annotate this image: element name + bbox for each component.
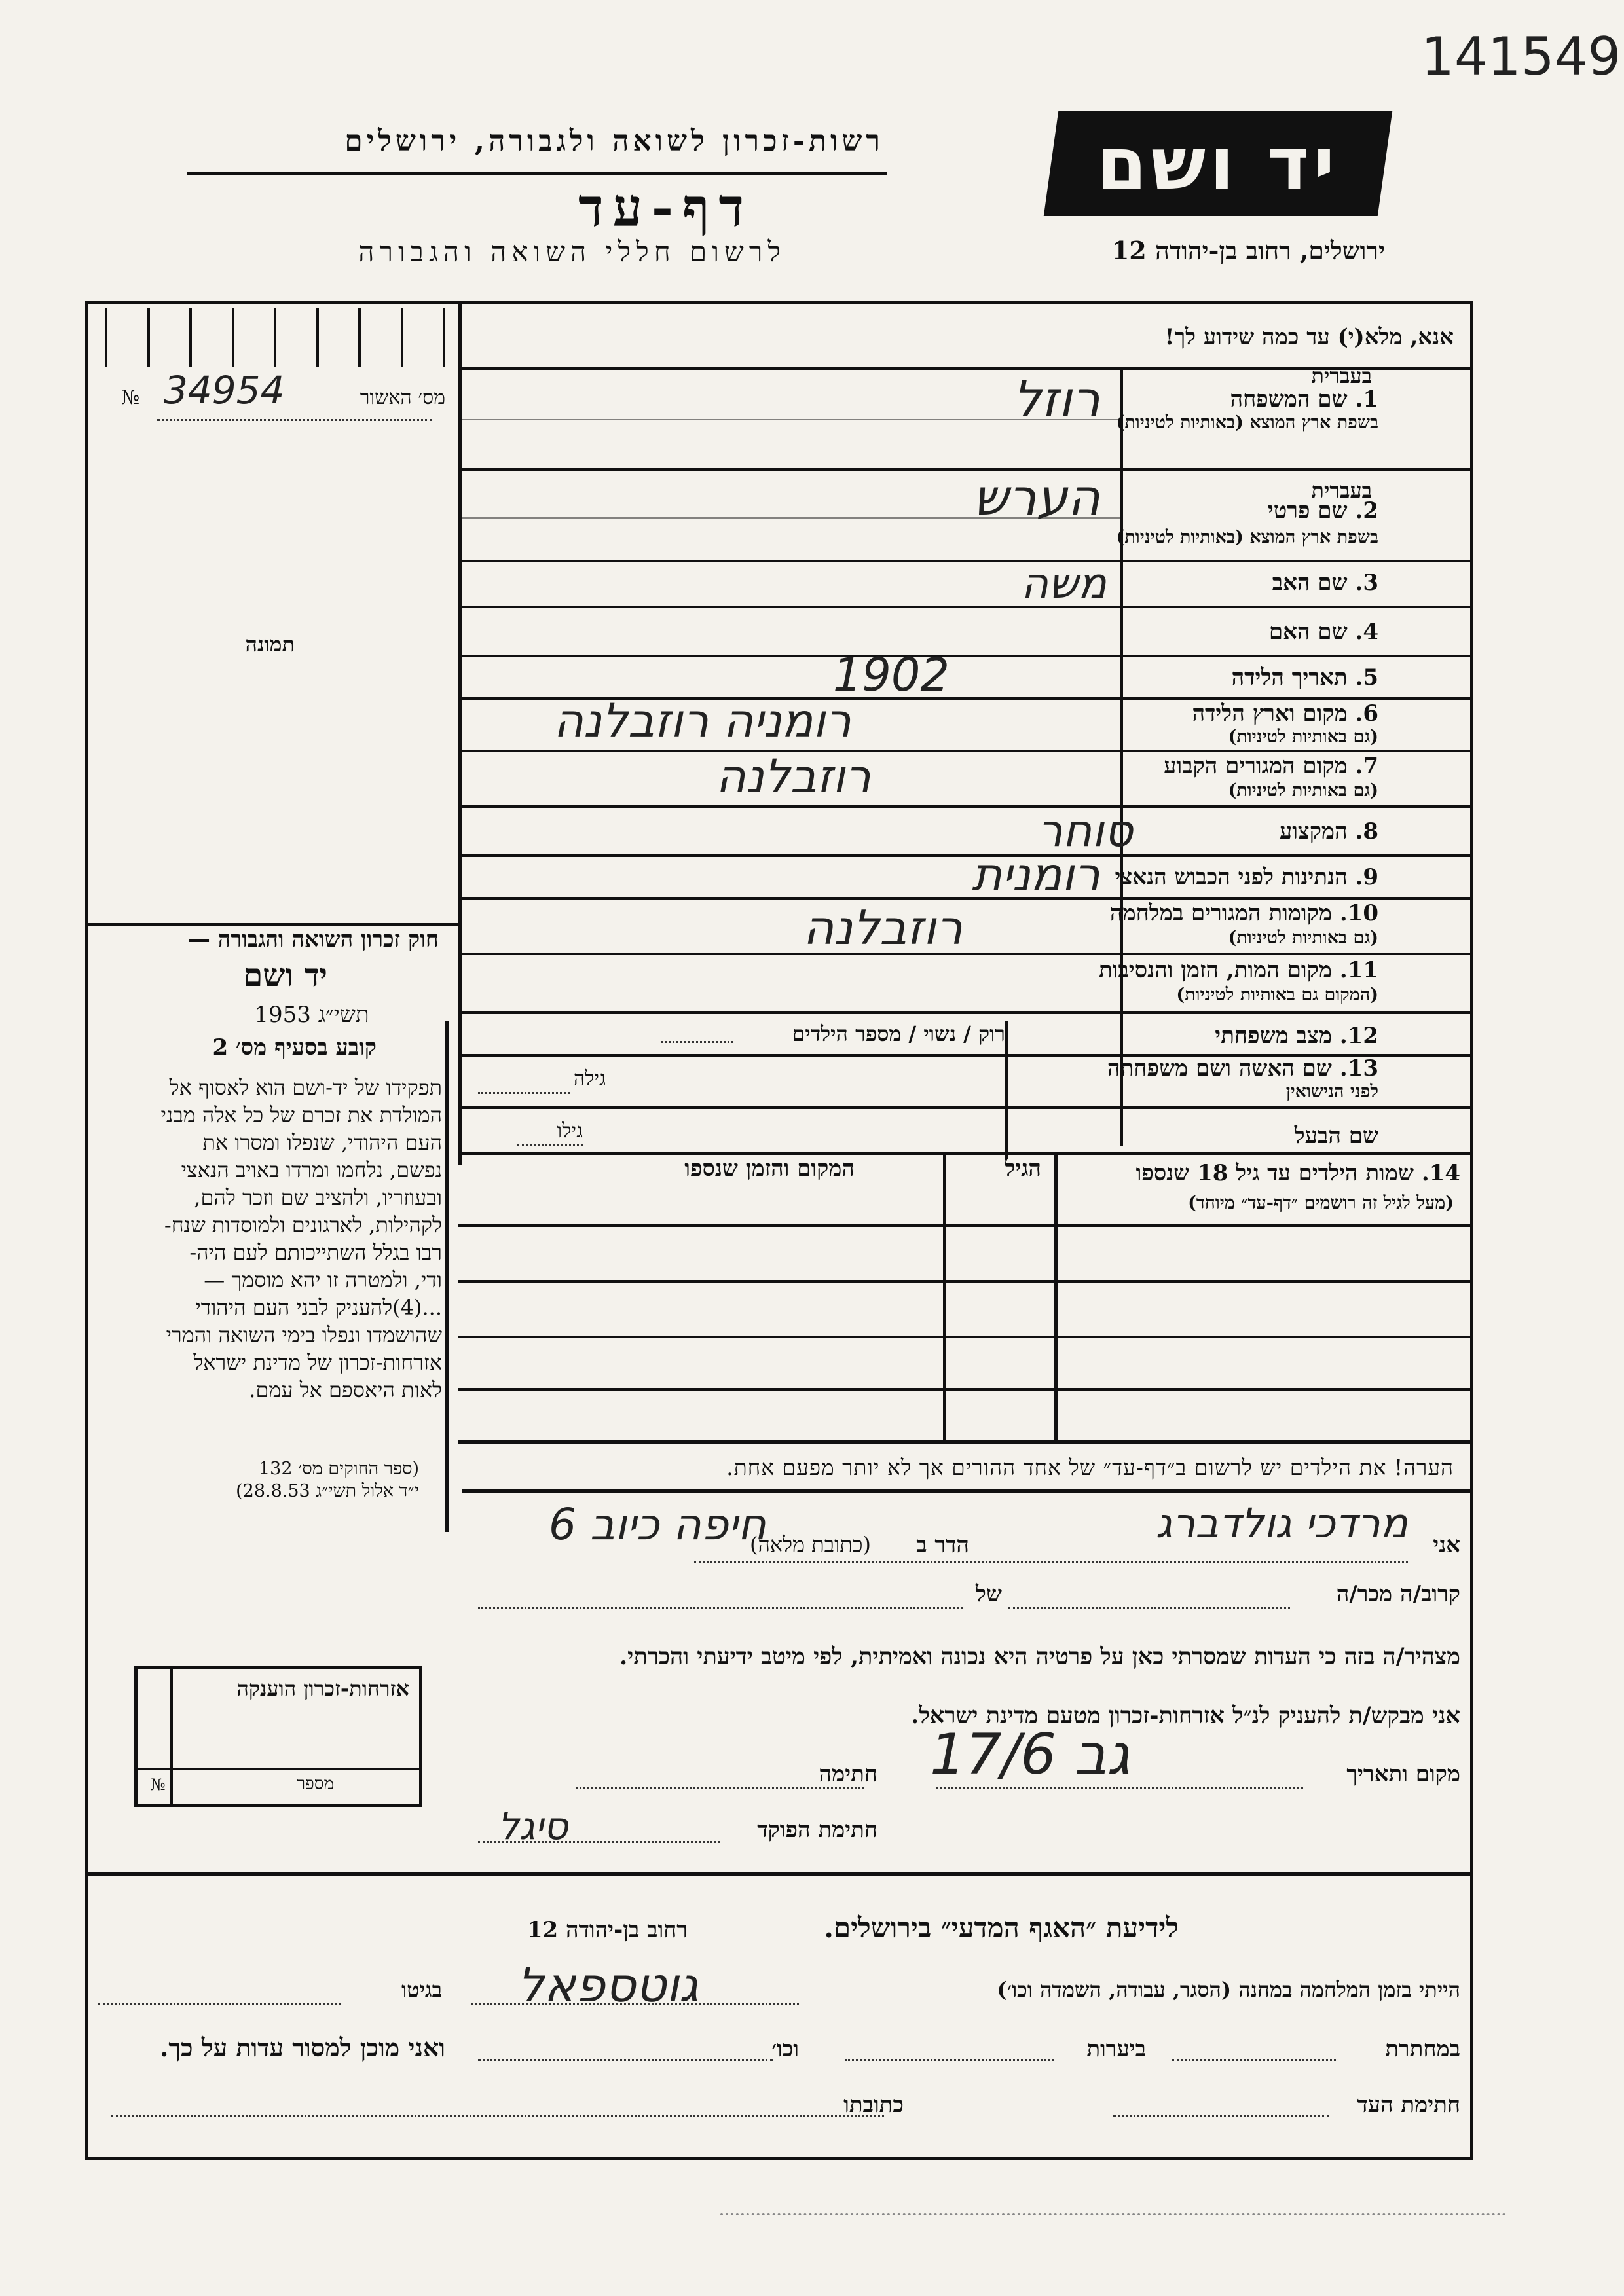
field-label: מקומות המגורים במלחמה — [1109, 900, 1332, 926]
signature-label: חתימה — [819, 1761, 877, 1787]
decl-dar-b: הדר ב — [916, 1532, 969, 1558]
header-address: ירושלים, רחוב בן-יהודה 12 — [1111, 236, 1385, 265]
footer-line1-start: הייתי בזמן המלחמה במחנה (הסגר, עבודה, השמדה וכו׳) — [997, 1977, 1460, 2002]
law-year: 1953 — [254, 1002, 311, 1028]
law-text-line: ובעוזריו, ולהציב שם וזכר להם, — [194, 1185, 442, 1210]
field-3-label — [1272, 570, 1378, 596]
certificate-title: אזרחות-זכרון הוענקה — [236, 1676, 409, 1701]
scan-artifact — [720, 2213, 1506, 2219]
footer-underground: במחתרת — [1385, 2036, 1460, 2062]
yad-vashem-logo — [1044, 111, 1392, 216]
field-8-value[interactable]: סוחר — [1037, 805, 1133, 857]
footer-etc: וכו׳ — [771, 2036, 799, 2062]
certificate-number-label: מספר — [297, 1774, 334, 1794]
law-ref-2: י״ד אלול תשי״ג 28.8.53) — [236, 1481, 419, 1501]
field-8-label — [1280, 818, 1378, 845]
law-text-line: אזרחות-זכרון של מדינת ישראל — [193, 1350, 442, 1375]
field-10-label — [1110, 900, 1378, 926]
law-text-line: לאות היאספם אל עמם. — [249, 1377, 442, 1402]
officer-signature-label: חתימת הפוקד — [757, 1817, 877, 1843]
footer-line1-end: בגיטו — [401, 1977, 442, 2002]
note-text: הערה! את הילדים יש לרשום ב״דף-עד״ של אחד ההורים אך לא יותר מפעם אחת. — [726, 1455, 1454, 1480]
decl-statement: מצהיר/ה בזה כי העדות שמסרתי כאן על פרטיה היא נכונה ואמיתית, לפי מיטב ידיעתי והכרתי. — [619, 1643, 1460, 1670]
law-text-line: המולדת את זכרם של כל אלה מבני — [160, 1102, 442, 1127]
field-label: שם האב — [1272, 570, 1348, 596]
witness-address[interactable]: חיפה כיוב 6 — [549, 1499, 766, 1550]
field-label: המקצוע — [1279, 818, 1348, 845]
children-place-header: המקום והזמן שנספו — [684, 1156, 855, 1182]
law-name: יד ושם — [243, 957, 327, 994]
field-6-sub: (גם באותיות לטיניות) — [1228, 727, 1378, 747]
logo-text: יד ושם — [1097, 122, 1339, 206]
field-number: 4. — [1355, 619, 1378, 645]
field-label: מקום וארץ הלידה — [1192, 701, 1348, 727]
field-number: 2. — [1355, 498, 1378, 524]
reg-label: מס׳ האשור — [360, 386, 445, 409]
relative-label: קרוב/ה מכר/ה — [1336, 1581, 1460, 1607]
label-column-divider — [1120, 367, 1123, 1146]
footer-line1-value[interactable]: גוטספאל — [517, 1958, 699, 2013]
field-1-sub: בשפת ארץ המוצא (באותיות לטיניות) — [1116, 412, 1378, 433]
reg-no-prefix: № — [121, 386, 140, 409]
children-title: שמות הילדים עד גיל 18 שנספו — [1135, 1160, 1414, 1186]
reg-ticks — [105, 308, 445, 367]
footer-witness-sig: חתימת העד — [1357, 2092, 1460, 2118]
field-10-sub: (גם באותיות לטיניות) — [1228, 928, 1378, 948]
field-number: 11. — [1339, 957, 1378, 983]
archive-number: 141549 — [1421, 26, 1621, 87]
field-number: 5. — [1355, 665, 1378, 691]
field-label: שם האשה ושם משפחתה — [1107, 1055, 1332, 1082]
field-label: מקום המות, הזמן והנסיבות — [1098, 957, 1332, 983]
law-text — [75, 1074, 442, 1404]
field-number: 12. — [1339, 1023, 1378, 1049]
law-text-line: ...(4)להעניק לבני העם היהודי — [195, 1295, 442, 1320]
children-num: 14. — [1421, 1160, 1460, 1186]
field-5-label — [1232, 665, 1378, 691]
field-2-value[interactable]: הערש — [973, 468, 1100, 526]
form-intro: אנא, מלא(י) עד כמה שידוע לך! — [1164, 324, 1454, 350]
field-2-sub: בשפת ארץ המוצא (באותיות לטיניות) — [1116, 527, 1378, 547]
field-11-sub: (המקום גם באותיות לטיניות) — [1176, 985, 1378, 1005]
field-number: 7. — [1355, 753, 1378, 779]
certificate-box — [134, 1666, 422, 1807]
field-2-lang: בעברית — [1311, 478, 1372, 503]
decl-ani: אני — [1433, 1532, 1460, 1558]
field-label: תאריך הלידה — [1231, 665, 1348, 691]
footer-witness-addr: כתובתו — [843, 2092, 904, 2118]
field-label: מצב משפחתי — [1215, 1023, 1332, 1049]
field-1-label — [1230, 386, 1378, 412]
header-authority: רשות-זכרון לשואה ולגבורה, ירושלים — [344, 124, 884, 158]
law-text-line: רבו בגלל השתייכותם לעם היה- — [189, 1240, 442, 1265]
footer-forests: ביערות — [1086, 2036, 1146, 2062]
place-date-label: מקום ותאריך — [1346, 1761, 1460, 1787]
field-label: שם המשפחה — [1230, 386, 1348, 412]
field-12-label — [1215, 1023, 1378, 1049]
field-7-label — [1164, 753, 1378, 779]
field-label: שם האם — [1268, 619, 1348, 645]
field-13-sub: לפני הנישואין — [1285, 1082, 1378, 1102]
photo-label: תמונה — [245, 632, 295, 657]
reg-number[interactable]: 34954 — [164, 368, 285, 412]
field-number: 6. — [1355, 701, 1378, 727]
officer-signature-value[interactable]: סיגל — [498, 1804, 568, 1848]
form-subtitle: לרשום חללי השואה והגבורה — [358, 236, 786, 268]
law-year-hebrew: תשי״ג — [318, 1002, 369, 1028]
husband-label: שם הבעל — [1294, 1123, 1378, 1149]
field-number: 1. — [1355, 386, 1378, 412]
field-7-value[interactable]: רוזבלנה — [716, 750, 871, 803]
field-9-label — [1115, 864, 1379, 890]
law-title: חוק זכרון השואה והגבורה — — [187, 926, 439, 953]
field-1-lang: בעברית — [1311, 363, 1372, 388]
footer-line2-end: ואני מוכן למסור עדות על כך. — [160, 2033, 445, 2062]
footer-title: לידיעת ״האגף המדעי״ בירושלים. — [824, 1912, 1179, 1944]
of-label: של — [976, 1581, 1002, 1607]
place-date-value[interactable]: 17/6 גב — [930, 1722, 1130, 1787]
field-4-label — [1269, 619, 1378, 645]
certificate-no-prefix: № — [151, 1776, 166, 1794]
field-11-label — [1099, 957, 1378, 983]
field-13-label — [1107, 1055, 1378, 1082]
field-label: מקום המגורים הקבוע — [1164, 753, 1348, 779]
field-label: הנתינות לפני הכבוש הנאצי — [1115, 864, 1348, 890]
marital-options: רוק / נשוי / מספר הילדים — [792, 1021, 1005, 1046]
field-number: 13. — [1339, 1055, 1378, 1082]
field-number: 8. — [1355, 818, 1378, 845]
field-6-value[interactable]: רומניה רוזבלנה — [553, 694, 851, 748]
field-label: שם פרטי — [1267, 498, 1348, 524]
wife-age-label: גילה — [573, 1067, 606, 1090]
children-age-header: הגיל — [1005, 1156, 1041, 1182]
law-text-line: שהושמדו ונפלו בימי השואה והמרי — [166, 1322, 442, 1347]
field-number: 3. — [1355, 570, 1378, 596]
field-1-value[interactable]: רוזל — [1012, 370, 1100, 428]
decl-address-hint: (כתובת מלאה) — [750, 1532, 871, 1557]
husband-age-label: גילו — [557, 1120, 583, 1142]
law-text-line: העם היהודי, שנפלו ומסרו את — [202, 1130, 442, 1155]
witness-name[interactable]: מרדכי גולדברג — [1155, 1499, 1408, 1547]
law-ref-1: (ספר החוקים מס׳ 132 — [259, 1459, 419, 1479]
field-10-value[interactable]: רוזבלנה — [803, 900, 963, 955]
children-label — [1136, 1160, 1460, 1186]
field-number: 9. — [1355, 864, 1378, 890]
law-text-line: ודי, ולמטרה זו יהא מוסמך — — [204, 1267, 442, 1292]
field-number: 10. — [1339, 900, 1378, 926]
law-text-line: תפקידו של יד-ושם הוא לאסוף אל — [169, 1075, 442, 1100]
field-6-label — [1192, 701, 1378, 727]
law-clause: קובע בסעיף מס׳ 2 — [212, 1034, 377, 1061]
children-sub: (מעל לגיל זה רושמים ״דף-עד״ מיוחד) — [1188, 1193, 1454, 1213]
footer-address: רחוב בן-יהודה 12 — [526, 1917, 688, 1943]
law-text-line: לקהילות, לארגונים ולמוסדות שנח- — [164, 1212, 442, 1237]
field-7-sub: (גם באותיות לטיניות) — [1228, 780, 1378, 801]
form-title: דף-עד — [578, 177, 753, 238]
law-text-line: נפשם, נלחמו ומרדו באויב הנאצי — [181, 1157, 442, 1182]
header-rule — [187, 172, 887, 175]
field-5-value[interactable]: 1902 — [832, 648, 950, 702]
field-3-value[interactable]: משה — [1021, 560, 1107, 608]
field-9-value[interactable]: רומנית — [972, 848, 1100, 902]
law-year-row — [210, 1002, 406, 1028]
decl-request: אני מבקש/ת להעניק לנ״ל אזרחות-זכרון מטעם מדינת ישראל. — [911, 1702, 1460, 1729]
